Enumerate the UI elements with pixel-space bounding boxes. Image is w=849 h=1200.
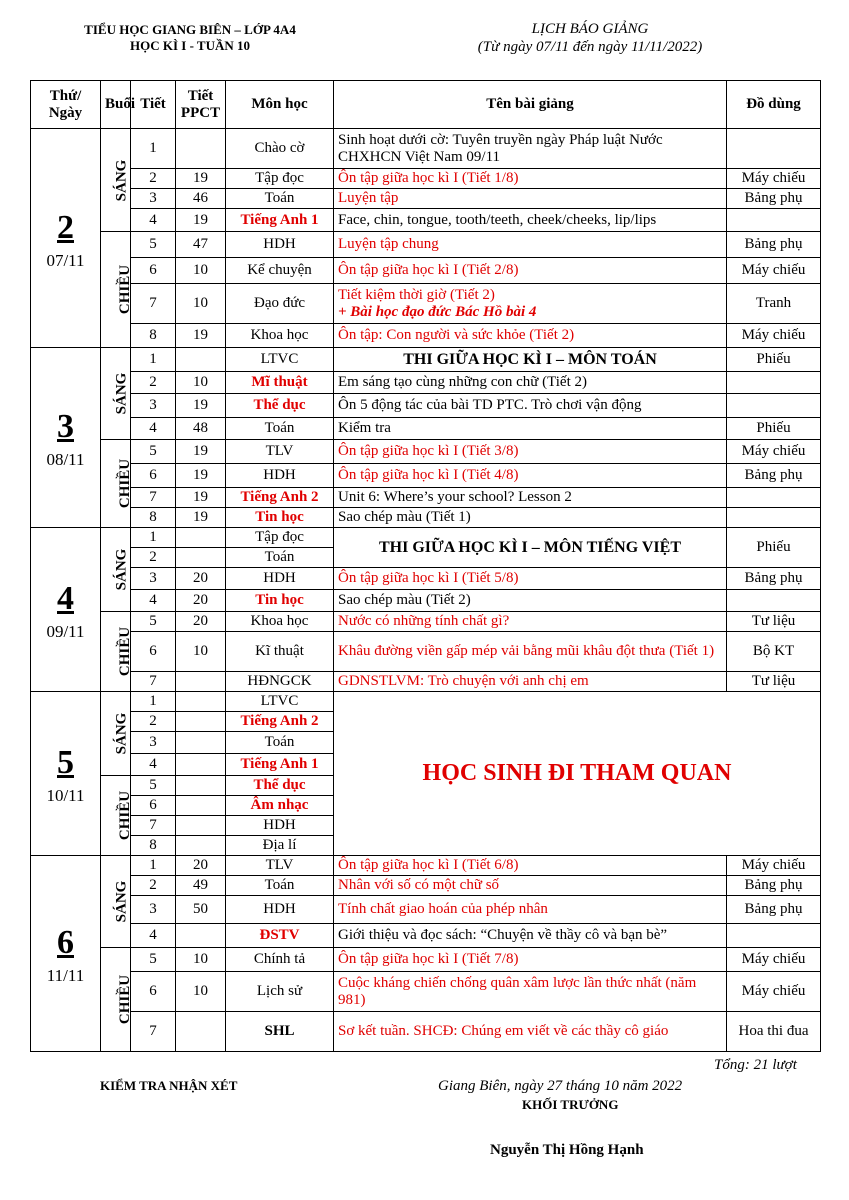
day-number: 5 <box>57 744 74 781</box>
day-cell <box>31 528 101 692</box>
table-row: 8 19 Khoa học Ôn tập: Con người và sức khỏe (Tiết 2) Máy chiếu <box>31 324 821 348</box>
table-row: 2 07/11 SÁNG 1 Chào cờ Sinh hoạt dưới cờ: Tuyên truyền ngày Pháp luật Nước CHXHCN Việt Nam 09/11 <box>31 129 821 169</box>
table-row: CHIỀU 5 10 Chính tả Ôn tập giữa học kì I (Tiết 7/8) Máy chiếu <box>31 948 821 972</box>
signer-title: KHỐI TRƯỞNG <box>522 1097 619 1112</box>
col-ppct: Tiết PPCT <box>176 81 226 129</box>
col-subject: Môn học <box>226 81 334 129</box>
session-morning: SÁNG <box>101 856 131 948</box>
day-cell <box>31 129 101 348</box>
table-row: 4 20 Tin học Sao chép màu (Tiết 2) <box>31 590 821 612</box>
day-date: 07/11 <box>46 250 85 270</box>
table-row: 8 19 Tin học Sao chép màu (Tiết 1) <box>31 508 821 528</box>
col-lesson: Tên bài giảng <box>334 81 727 129</box>
table-row: 3 Toán <box>31 732 821 754</box>
table-row: 6 11/11 SÁNG 1 20 TLV Ôn tập giữa học kì I (Tiết 6/8) Máy chiếu <box>31 856 821 876</box>
col-day: Thứ/ Ngày <box>31 81 101 129</box>
session-morning: SÁNG <box>101 692 131 776</box>
table-row: 6 Âm nhạc <box>31 796 821 816</box>
session-afternoon: CHIỀU <box>101 232 131 348</box>
table-row: 3 46 Toán Luyện tập Bảng phụ <box>31 189 821 209</box>
day-date: 11/11 <box>46 966 85 985</box>
col-session: Buổi <box>101 81 131 129</box>
table-row: 3 08/11 SÁNG 1 LTVC THI GIỮA HỌC KÌ I – MÔN TOÁN Phiếu <box>31 348 821 372</box>
table-row: 3 50 HDH Tính chất giao hoán của phép nhân Bảng phụ <box>31 896 821 924</box>
document-title-block <box>420 20 760 56</box>
table-row: 7 10 Đạo đức Tiết kiệm thời giờ (Tiết 2) + Bài học đạo đức Bác Hồ bài 4 Tranh <box>31 284 821 324</box>
col-tools: Đồ dùng <box>727 81 821 129</box>
table-row: 4 19 Tiếng Anh 1 Face, chin, tongue, tooth/teeth, cheek/cheeks, lip/lips <box>31 209 821 232</box>
day-date: 10/11 <box>46 786 85 805</box>
session-morning: SÁNG <box>101 348 131 440</box>
day-cell <box>31 692 101 856</box>
col-period: Tiết <box>131 81 176 129</box>
table-row: CHIỀU 5 20 Khoa học Nước có những tính chất gì? Tư liệu <box>31 612 821 632</box>
session-morning: SÁNG <box>101 528 131 612</box>
school-name: TIỂU HỌC GIANG BIÊN – LỚP 4A4 <box>84 22 296 37</box>
table-row: 4 ĐSTV Giới thiệu và đọc sách: “Chuyện về thầy cô và bạn bè” <box>31 924 821 948</box>
signer-name: Nguyễn Thị Hồng Hạnh <box>490 1142 644 1158</box>
document-title: LỊCH BÁO GIẢNG <box>531 21 649 37</box>
day-date: 08/11 <box>46 450 85 469</box>
day-cell <box>31 856 101 1052</box>
session-afternoon: CHIỀU <box>101 440 131 528</box>
place-date: Giang Biên, ngày 27 tháng 10 năm 2022 <box>438 1078 683 1094</box>
table-row: 6 10 Kể chuyện Ôn tập giữa học kì I (Tiết 2/8) Máy chiếu <box>31 258 821 284</box>
table-row: CHIỀU 5 47 HDH Luyện tập chung Bảng phụ <box>31 232 821 258</box>
table-row: 3 19 Thể dục Ôn 5 động tác của bài TD PTC. Trò chơi vận động <box>31 394 821 418</box>
session-morning: SÁNG <box>101 129 131 232</box>
table-header-row <box>31 81 821 129</box>
table-row: 4 Tiếng Anh 1 <box>31 754 821 776</box>
schedule-table <box>30 80 821 1052</box>
day-cell <box>31 348 101 528</box>
table-row: 5 10/11 SÁNG 1 LTVC HỌC SINH ĐI THAM QUAN <box>31 692 821 712</box>
session-afternoon: CHIỀU <box>101 948 131 1052</box>
table-row: 6 10 Kĩ thuật Khâu đường viền gấp mép vải bằng mũi khâu đột thưa (Tiết 1) Bộ KT <box>31 632 821 672</box>
day-date: 09/11 <box>46 622 85 641</box>
date-range: (Từ ngày 07/11 đến ngày 11/11/2022) <box>477 39 703 55</box>
day-number: 3 <box>57 408 74 445</box>
table-row: 7 HDH <box>31 816 821 836</box>
table-row: CHIỀU 5 19 TLV Ôn tập giữa học kì I (Tiết 3/8) Máy chiếu <box>31 440 821 464</box>
table-row: 2 Tiếng Anh 2 <box>31 712 821 732</box>
table-row: 2 Toán <box>31 548 821 568</box>
term-label: HỌC KÌ I - TUẦN 10 <box>129 38 251 53</box>
session-afternoon: CHIỀU <box>101 776 131 856</box>
field-trip-notice: HỌC SINH ĐI THAM QUAN <box>334 692 821 856</box>
table-row: 2 10 Mĩ thuật Em sáng tạo cùng những con chữ (Tiết 2) <box>31 372 821 394</box>
school-header <box>40 22 340 54</box>
table-row: CHIỀU 5 Thể dục <box>31 776 821 796</box>
day-number: 4 <box>57 580 74 617</box>
table-row: 6 10 Lịch sử Cuộc kháng chiến chống quân xâm lược lần thức nhất (năm 981) Máy chiếu <box>31 972 821 1012</box>
table-row: 4 09/11 SÁNG 1 Tập đọc THI GIỮA HỌC KÌ I – MÔN TIẾNG VIỆT Phiếu <box>31 528 821 548</box>
table-row: 2 49 Toán Nhân với số có một chữ số Bảng phụ <box>31 876 821 896</box>
table-row: 8 Địa lí <box>31 836 821 856</box>
table-row: 4 48 Toán Kiểm tra Phiếu <box>31 418 821 440</box>
session-afternoon: CHIỀU <box>101 612 131 692</box>
day-number: 2 <box>57 208 74 246</box>
table-row: 3 20 HDH Ôn tập giữa học kì I (Tiết 5/8) Bảng phụ <box>31 568 821 590</box>
total-count: Tổng: 21 lượt <box>714 1057 797 1073</box>
day-number: 6 <box>57 924 74 961</box>
table-row: 7 HĐNGCK GDNSTLVM: Trò chuyện với anh chị em Tư liệu <box>31 672 821 692</box>
table-row: 6 19 HDH Ôn tập giữa học kì I (Tiết 4/8) Bảng phụ <box>31 464 821 488</box>
table-row: 2 19 Tập đọc Ôn tập giữa học kì I (Tiết 1/8) Máy chiếu <box>31 169 821 189</box>
table-row: 7 19 Tiếng Anh 2 Unit 6: Where’s your school? Lesson 2 <box>31 488 821 508</box>
table-row: 7 SHL Sơ kết tuần. SHCĐ: Chúng em viết về các thầy cô giáo Hoa thi đua <box>31 1012 821 1052</box>
review-label: KIỂM TRA NHẬN XÉT <box>100 1078 238 1093</box>
